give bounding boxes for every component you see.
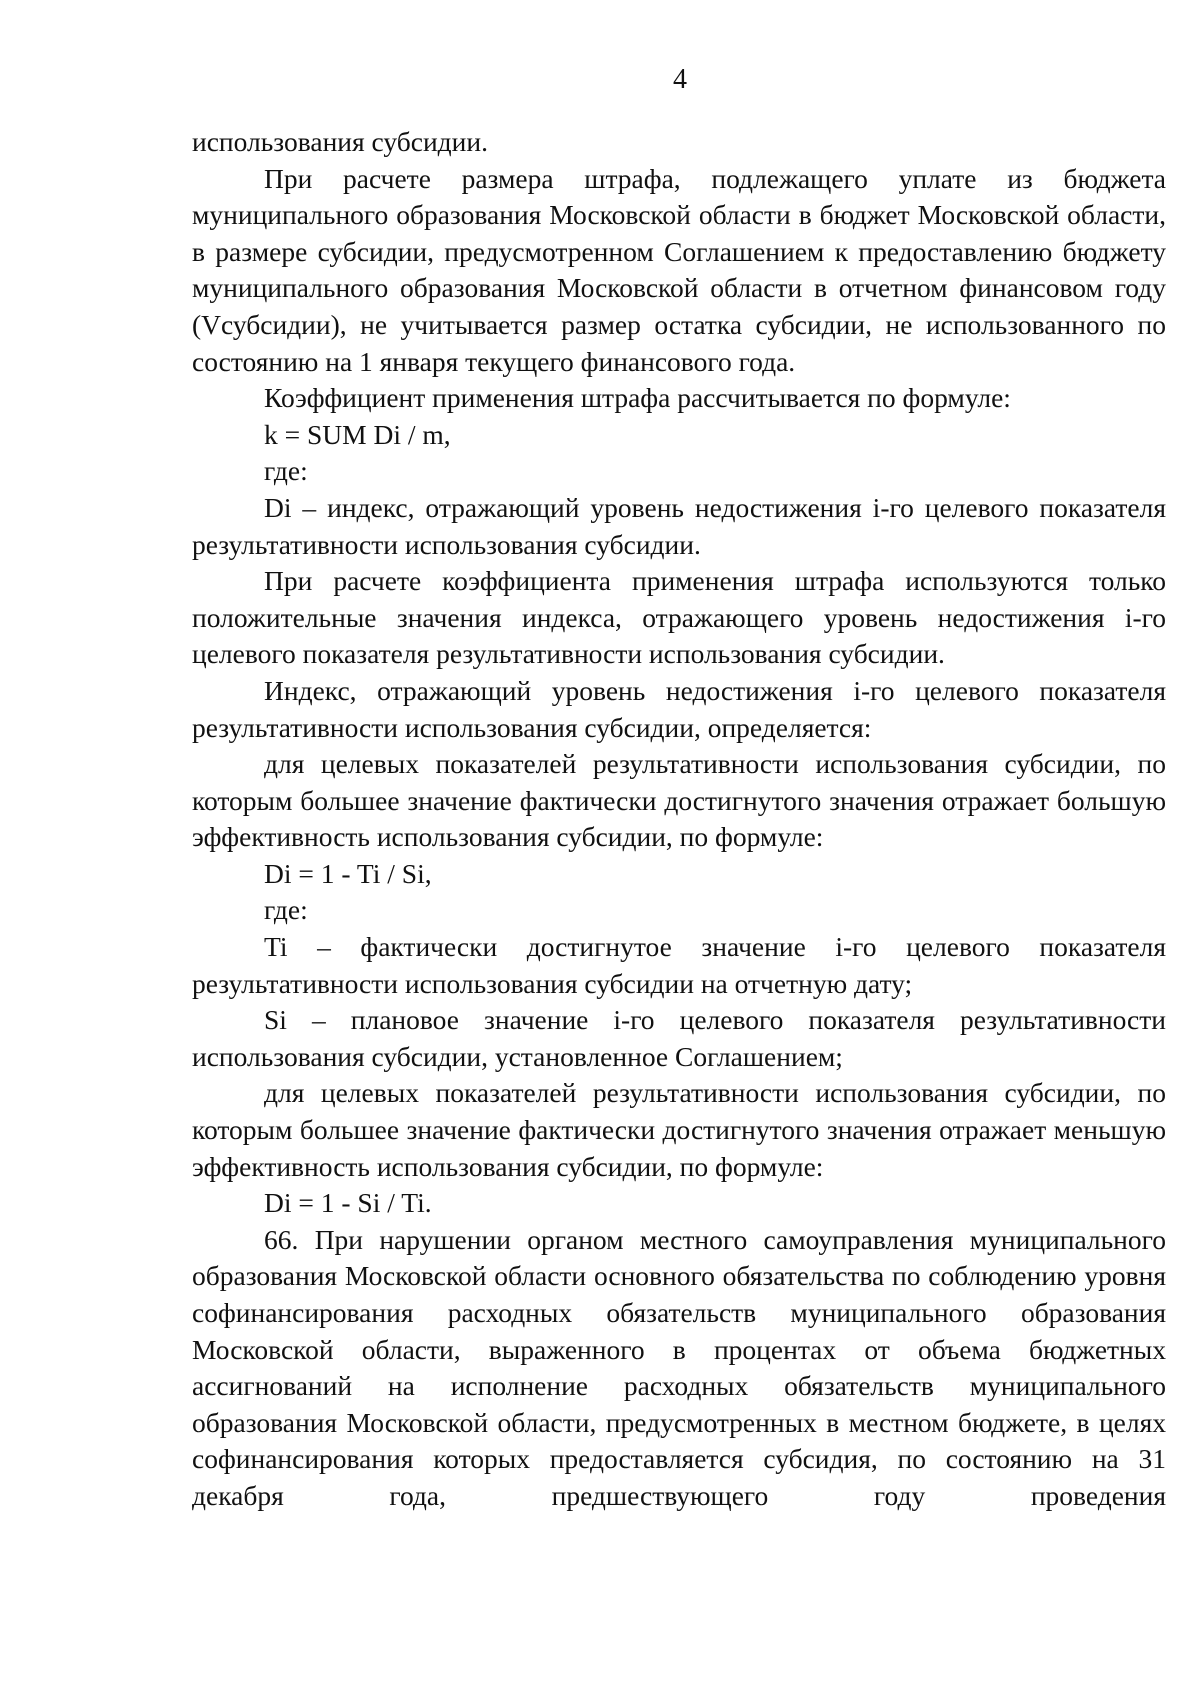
document-body (192, 124, 1166, 1515)
paragraph-si-definition: Si – плановое значение i-го целевого показателя результативности использования субсидии, установленное Соглашением; (192, 1004, 1166, 1072)
paragraph-index-determined: Индекс, отражающий уровень недостижения i-го целевого показателя результативности использования субсидии, определяется: (192, 674, 1166, 743)
paragraph-coefficient-intro: Коэффициент применения штрафа рассчитывается по формуле: (264, 382, 1011, 414)
paragraph-di-definition: Di – индекс, отражающий уровень недостижения i-го целевого показателя результативности использования субсидии. (192, 491, 1166, 560)
paragraph-greater-efficiency: для целевых показателей результативности использования субсидии, по которым большее значение фактически достигнутого значения отражает большую эффективность использования субсидии, по формуле: (192, 748, 1166, 853)
paragraph-clause-66: 66. При нарушении органом местного самоуправления муниципального образования Московской области основного обязательства по соблюдению уровня софинансирования расходных обязательств муниципального образования Московской области, выраженного в процентах от объема бюджетных ассигнований на исполнение расходных обязательств муниципального образования Московской области, предусмотренных в местном бюджете, в целях софинансирования которых предоставляется субсидия, по состоянию на 31 декабря года, предшествующего году проведения (192, 1223, 1166, 1511)
paragraph-continuation: использования субсидии. (192, 126, 488, 157)
paragraph-positive-values: При расчете коэффициента применения штрафа используются только положительные значения индекса, отражающего уровень недостижения i-го целевого показателя результативности использования субсидии. (192, 565, 1166, 670)
page-number: 4 (673, 64, 687, 95)
formula-where-2: где: (264, 894, 308, 926)
formula-di-2: Di = 1 - Si / Ti. (264, 1187, 432, 1219)
formula-di-1: Di = 1 - Ti / Si, (264, 857, 432, 889)
paragraph-penalty-calculation: При расчете размера штрафа, подлежащего уплате из бюджета муниципального образования Московской области в бюджет Московской области, в размере субсидии, предусмотренном Соглашением к предоставлению бюджету муниципального образования Московской области в отчетном финансовом году (Vсубсидии), не учитывается размер остатка субсидии, не использованного по состоянию на 1 января текущего финансового года. (192, 162, 1166, 377)
formula-k: k = SUM Di / m, (264, 418, 451, 450)
paragraph-ti-definition: Ti – фактически достигнутое значение i-го целевого показателя результативности использования субсидии на отчетную дату; (192, 931, 1166, 999)
paragraph-lesser-efficiency: для целевых показателей результативности использования субсидии, по которым большее значение фактически достигнутого значения отражает меньшую эффективность использования субсидии, по формуле: (192, 1077, 1166, 1182)
formula-where: где: (264, 455, 308, 487)
